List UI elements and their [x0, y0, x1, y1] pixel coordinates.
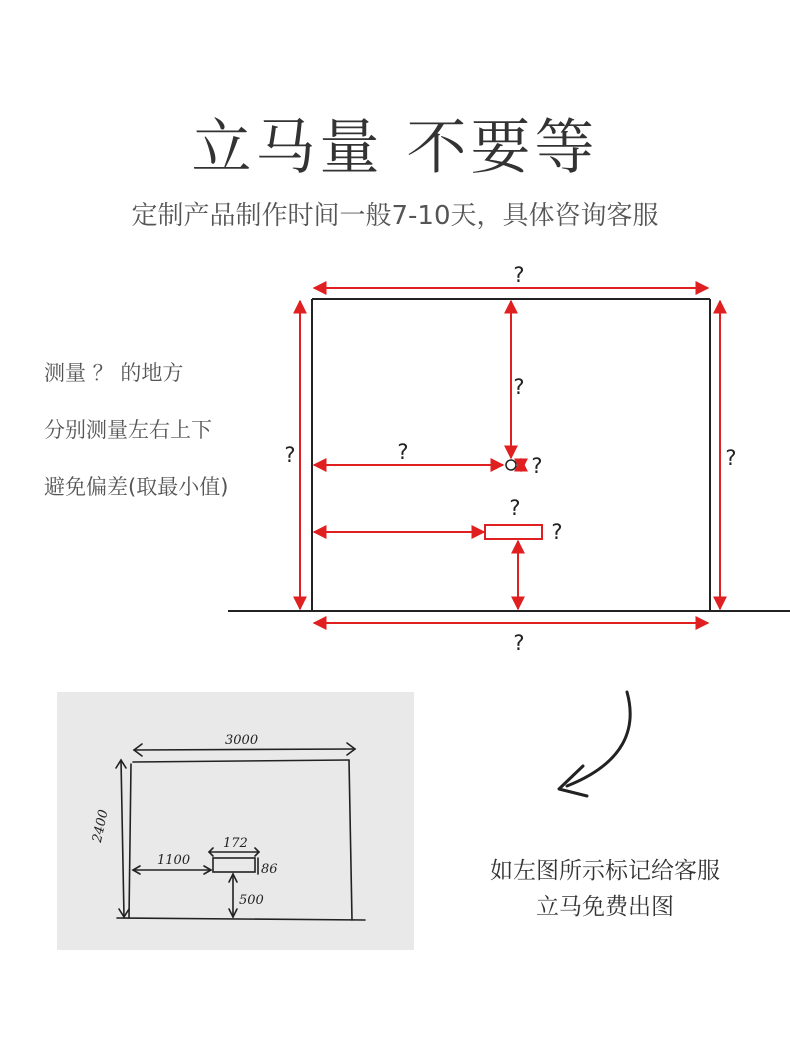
- sketch-width-label: 3000: [225, 733, 259, 748]
- q-bottom-width: ?: [513, 631, 525, 655]
- q-switch-width: ?: [509, 496, 521, 520]
- sketch-box-width-label: 172: [223, 836, 248, 851]
- instruction-line-3: 避免偏差(取最小值): [44, 475, 229, 499]
- instruction-line-2: 分别测量左右上下: [44, 418, 212, 442]
- page-title: 立马量 不要等: [191, 113, 599, 183]
- switch-box-shape: [485, 525, 542, 539]
- measurement-diagram: [0, 255, 790, 665]
- sketch-bottom-label: 500: [239, 893, 264, 908]
- sketch-left-label: 1100: [157, 853, 191, 868]
- curved-arrow-icon: [545, 688, 645, 803]
- q-left-height: ?: [284, 443, 296, 467]
- caption-line-2: 立马免费出图: [536, 894, 674, 920]
- q-top-width: ?: [513, 263, 525, 287]
- sketch-height-label: 2400: [90, 808, 112, 844]
- q-socket-top: ?: [513, 375, 525, 399]
- q-socket-left: ?: [397, 440, 409, 464]
- sketch-photo: [57, 692, 414, 950]
- q-socket-height: ?: [531, 454, 543, 478]
- sketch-box-height-label: 86: [261, 862, 278, 877]
- page-subtitle: 定制产品制作时间一般7-10天，具体咨询客服: [131, 201, 659, 231]
- q-switch-height: ?: [551, 520, 563, 544]
- instruction-line-1: 测量 ？ 的地方: [44, 361, 184, 385]
- caption-line-1: 如左图所示标记给客服: [490, 858, 720, 884]
- hand-sketch: [57, 692, 414, 950]
- socket-shape: [506, 460, 516, 470]
- q-right-height: ?: [725, 446, 737, 470]
